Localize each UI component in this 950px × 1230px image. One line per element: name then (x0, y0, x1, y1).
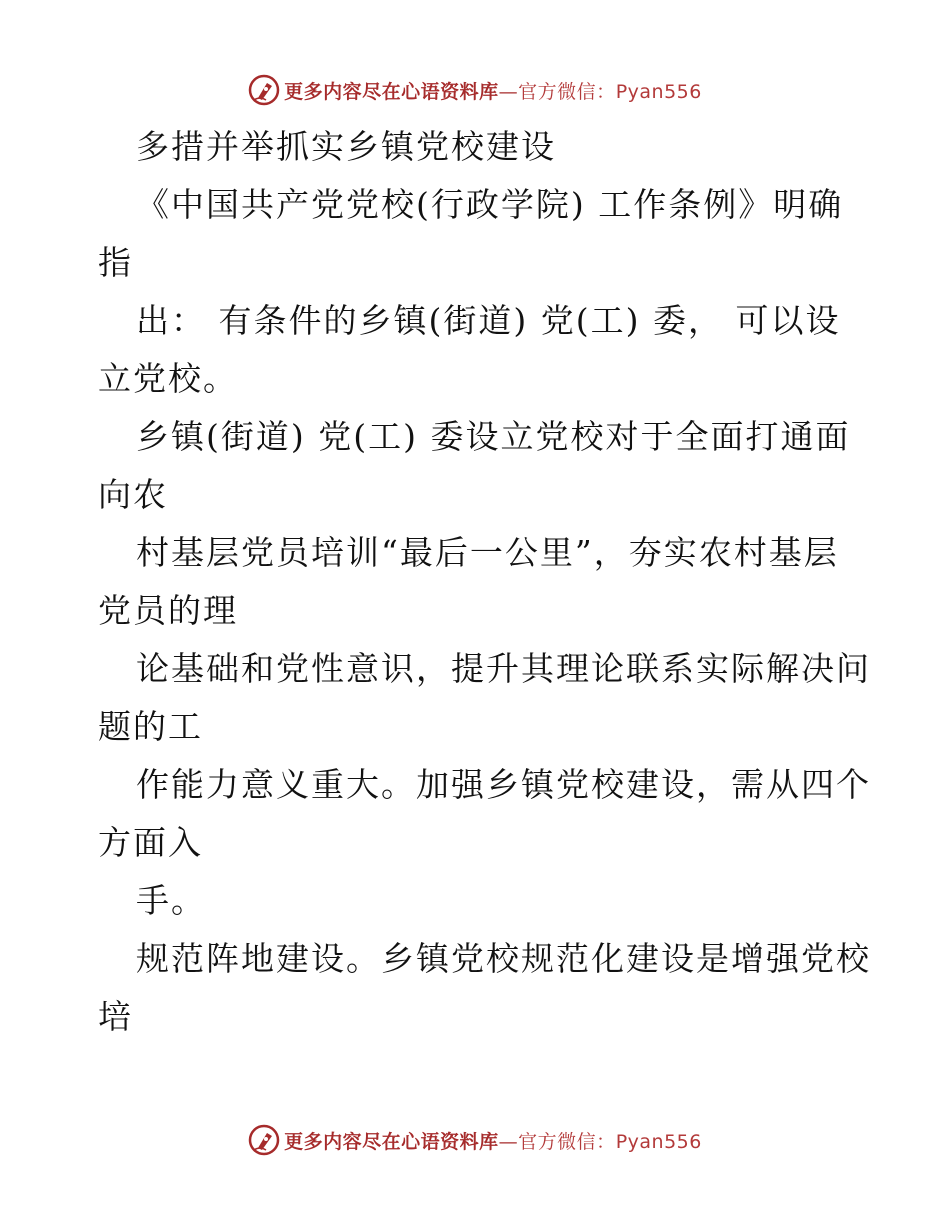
pen-nib-logo-icon (248, 1124, 280, 1156)
paragraph-line: 规范阵地建设。乡镇党校规范化建设是增强党校 (136, 939, 871, 978)
paragraph-line: 手。 (136, 881, 206, 920)
footer-banner-label: 官方微信： (518, 1130, 616, 1153)
footer-banner-main: 更多内容尽在心语资料库 (284, 1130, 499, 1153)
paragraph-line: 出： 有条件的乡镇(街道) 党(工) 委， 可以设 (136, 301, 841, 340)
paragraph-line: 乡镇(街道) 党(工) 委设立党校对于全面打通面 (136, 417, 851, 456)
paragraph-line: 向农 (98, 475, 168, 514)
paragraph-line: 指 (98, 243, 133, 282)
footer-banner (0, 1120, 950, 1160)
paragraph-line: 培 (98, 997, 133, 1036)
paragraph-line: 立党校。 (98, 359, 238, 398)
paragraph-line: 作能力意义重大。加强乡镇党校建设，需从四个 (136, 765, 871, 804)
paragraph-line: 题的工 (98, 707, 203, 746)
paragraph-line: 《中国共产党党校(行政学院) 工作条例》明确 (136, 185, 844, 224)
footer-banner-text (284, 1127, 702, 1154)
pen-nib-logo-icon (248, 74, 280, 106)
header-banner-label: 官方微信： (518, 80, 616, 103)
header-banner-wechat-id: Pyan556 (615, 80, 702, 103)
paragraph-line: 方面入 (98, 823, 203, 862)
document-title: 多措并举抓实乡镇党校建设 (136, 127, 556, 166)
header-banner-text (284, 77, 702, 104)
paragraph-line: 论基础和党性意识，提升其理论联系实际解决问 (136, 649, 871, 688)
header-banner-separator: — (498, 80, 519, 103)
paragraph-line: 村基层党员培训“最后一公里”，夯实农村基层 (136, 533, 839, 572)
footer-banner-wechat-id: Pyan556 (615, 1130, 702, 1153)
header-banner-main: 更多内容尽在心语资料库 (284, 80, 499, 103)
footer-banner-separator: — (498, 1130, 519, 1153)
header-banner (0, 70, 950, 110)
document-body (98, 118, 871, 1046)
paragraph-line: 党员的理 (98, 591, 238, 630)
